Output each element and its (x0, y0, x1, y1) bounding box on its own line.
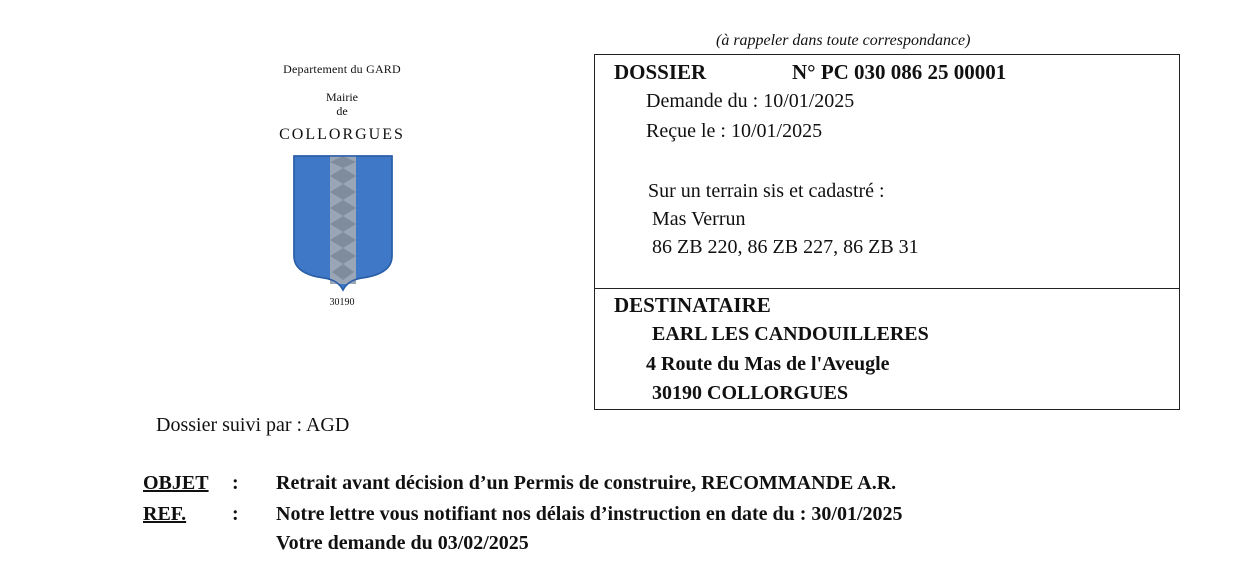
dossier-label: DOSSIER (614, 60, 707, 84)
terrain-lieu: Mas Verrun (652, 208, 746, 230)
coat-of-arms-icon (292, 152, 394, 294)
postcode-label: 30190 (329, 297, 355, 308)
mairie-de: de (336, 104, 348, 118)
commune-name: COLLORGUES (279, 126, 405, 143)
terrain-label: Sur un terrain sis et cadastré : (648, 180, 885, 202)
destinataire-city: 30190 COLLORGUES (652, 382, 849, 404)
dossier-suivi: Dossier suivi par : AGD (156, 414, 350, 436)
mairie-label (312, 90, 372, 118)
department-label: Departement du GARD (283, 62, 401, 76)
terrain-parcelles: 86 ZB 220, 86 ZB 227, 86 ZB 31 (652, 236, 919, 258)
destinataire-label: DESTINATAIRE (614, 293, 771, 317)
recue-date: Reçue le : 10/01/2025 (646, 120, 823, 142)
destinataire-address: 4 Route du Mas de l'Aveugle (646, 353, 890, 375)
objet-label: OBJET (143, 472, 209, 494)
destinataire-name: EARL LES CANDOUILLERES (652, 323, 929, 345)
ref-colon: : (232, 503, 239, 525)
reference-note: (à rappeler dans toute correspondance) (716, 32, 971, 49)
objet-text: Retrait avant décision d’un Permis de construire, RECOMMANDE A.R. (276, 472, 897, 494)
ref-line-1: Notre lettre vous notifiant nos délais d’instruction en date du : 30/01/2025 (276, 503, 903, 525)
mairie-word: Mairie (326, 90, 358, 104)
ref-line-2: Votre demande du 03/02/2025 (276, 532, 529, 554)
box-divider (594, 288, 1180, 289)
dossier-number: N° PC 030 086 25 00001 (792, 60, 1007, 84)
ref-label: REF. (143, 503, 187, 525)
demande-date: Demande du : 10/01/2025 (646, 90, 855, 112)
objet-colon: : (232, 472, 239, 494)
